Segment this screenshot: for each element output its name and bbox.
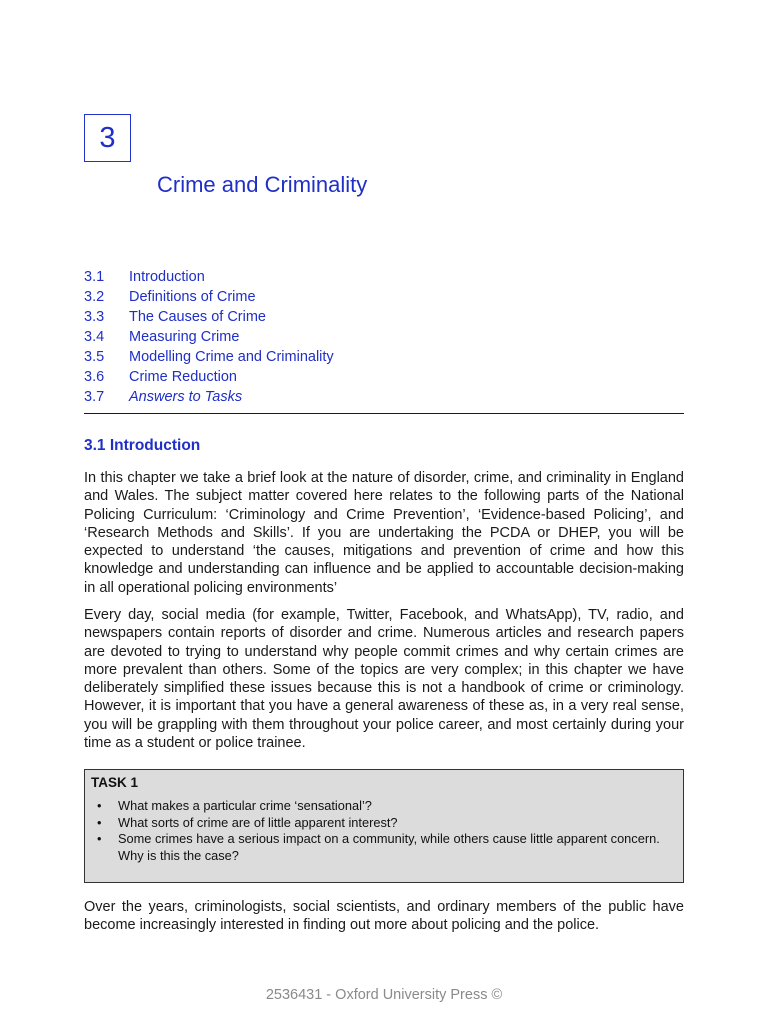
table-of-contents bbox=[84, 267, 684, 407]
task-item-text: Some crimes have a serious impact on a community, while others cause little apparent concern. Why is this the case? bbox=[118, 831, 660, 863]
toc-item-number: 3.2 bbox=[84, 289, 105, 305]
body-paragraph: Every day, social media (for example, Twitter, Facebook, and WhatsApp), TV, radio, and newspapers contain reports of disorder and crime. Numerous articles and research papers are devoted to trying to understand why people commit crimes and why certain crimes are more prevalent than others. Some of the topics are very complex; in this chapter we have deliberately simplified these issues because this is not a handbook of crime or criminology. However, it is important that you have a general awareness of these as, in a very real sense, you will be grappling with them throughout your police career, and most certainly during your time as a student or police trainee. bbox=[84, 607, 684, 752]
body-paragraph: Over the years, criminologists, social scientists, and ordinary members of the public have become increasingly interested in finding out more about policing and the police. bbox=[84, 899, 684, 934]
section-heading: 3.1 Introduction bbox=[84, 437, 201, 454]
toc-item-number: 3.4 bbox=[84, 329, 105, 345]
toc-item-3-3[interactable] bbox=[84, 307, 684, 327]
toc-item-label: Crime Reduction bbox=[129, 369, 237, 385]
task-item bbox=[91, 815, 677, 832]
toc-item-number: 3.6 bbox=[84, 369, 105, 385]
toc-divider bbox=[84, 413, 684, 414]
toc-item-label: Introduction bbox=[129, 269, 205, 285]
page-footer: 2536431 - Oxford University Press © bbox=[265, 987, 503, 1003]
toc-item-number: 3.7 bbox=[84, 389, 105, 405]
chapter-number-box bbox=[84, 114, 131, 162]
toc-item-label: The Causes of Crime bbox=[129, 309, 266, 325]
toc-item-3-1[interactable] bbox=[84, 267, 684, 287]
bullet-icon: • bbox=[97, 798, 102, 813]
toc-item-label: Definitions of Crime bbox=[129, 289, 256, 305]
toc-item-number: 3.5 bbox=[84, 349, 105, 365]
body-paragraph: In this chapter we take a brief look at the nature of disorder, crime, and criminality in England and Wales. The subject matter covered here relates to the following parts of the National Policing Curriculum: ‘Criminology and Crime Prevention’, ‘Evidence-based Policing’, and ‘Research Methods and Skills’. If you are undertaking the PCDA or DHEP, you will be expected to understand ‘the causes, mitigations and prevention of crime and how this knowledge and understanding can influence and be applied to accountable decision-making in all operational policing environments’ bbox=[84, 470, 684, 596]
task-title: TASK 1 bbox=[91, 775, 139, 790]
toc-item-number: 3.1 bbox=[84, 269, 105, 285]
task-list bbox=[91, 798, 677, 864]
chapter-title: Crime and Criminality bbox=[157, 172, 368, 197]
toc-item-3-2[interactable] bbox=[84, 287, 684, 307]
bullet-icon: • bbox=[97, 814, 102, 830]
task-item-text: What makes a particular crime ‘sensational’? bbox=[118, 798, 372, 813]
toc-item-number: 3.3 bbox=[84, 309, 105, 325]
toc-item-label: Measuring Crime bbox=[129, 329, 240, 345]
toc-item-3-4[interactable] bbox=[84, 327, 684, 347]
task-item bbox=[91, 798, 677, 815]
toc-item-label: Modelling Crime and Criminality bbox=[129, 349, 334, 365]
toc-item-3-6[interactable] bbox=[84, 367, 684, 387]
chapter-number: 3 bbox=[99, 121, 116, 154]
task-box bbox=[84, 769, 684, 883]
toc-item-3-5[interactable] bbox=[84, 347, 684, 367]
bullet-icon: • bbox=[97, 831, 102, 846]
toc-item-label: Answers to Tasks bbox=[129, 389, 243, 405]
task-item-text: What sorts of crime are of little apparent interest? bbox=[118, 814, 398, 830]
toc-item-3-7[interactable] bbox=[84, 387, 684, 407]
task-item bbox=[91, 831, 677, 864]
